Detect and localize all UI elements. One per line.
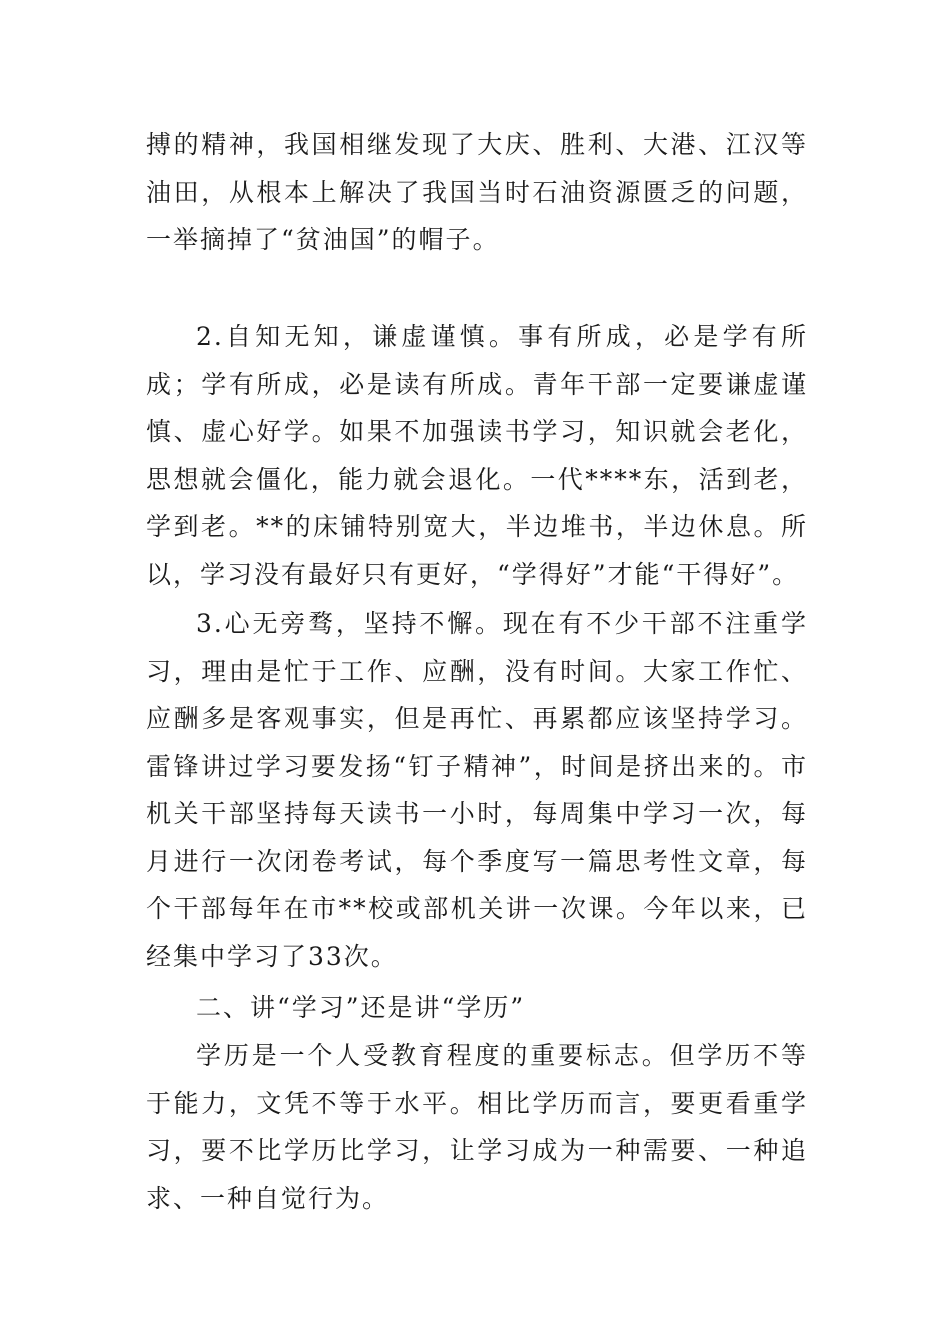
section-heading-block [146,984,808,1032]
section-heading-2: 二、讲“学习”还是讲“学历” [196,993,526,1022]
paragraph-point-3: 3.心无旁骛，坚持不懈。现在有不少干部不注重学习，理由是忙于工作、应酬，没有时间。大家工作忙、应酬多是客观事实，但是再忙、再累都应该坚持学习。雷锋讲过学习要发扬“钉子精神”，时间是挤出来的。市机关干部坚持每天读书一小时，每周集中学习一次，每月进行一次闭卷考试，每个季度写一篇思考性文章，每个干部每年在市**校或部机关讲一次课。今年以来，已经集中学习了33次。 [146,609,808,971]
paragraph-continuation: 搏的精神，我国相继发现了大庆、胜利、大港、江汉等油田，从根本上解决了我国当时石油资源匮乏的问题，一举摘掉了“贫油国”的帽子。 [146,130,808,254]
paragraph-education: 学历是一个人受教育程度的重要标志。但学历不等于能力，文凭不等于水平。相比学历而言，要更看重学习，要不比学历比学习，让学习成为一种需要、一种追求、一种自觉行为。 [146,1041,808,1213]
paragraph-section-3-block [146,600,808,980]
paragraph-education-block [146,1032,808,1222]
paragraph-point-2: 2.自知无知，谦虚谨慎。事有所成，必是学有所成；学有所成，必是读有所成。青年干部一定要谦虚谨慎、虚心好学。如果不加强读书学习，知识就会老化，思想就会僵化，能力就会退化。一代****东，活到老，学到老。**的床铺特别宽大，半边堆书，半边休息。所以，学习没有最好只有更好，“学得好”才能“干得好”。 [146,322,808,589]
paragraph-section-2-block [146,313,808,598]
paragraph-continuation-block [146,121,808,264]
